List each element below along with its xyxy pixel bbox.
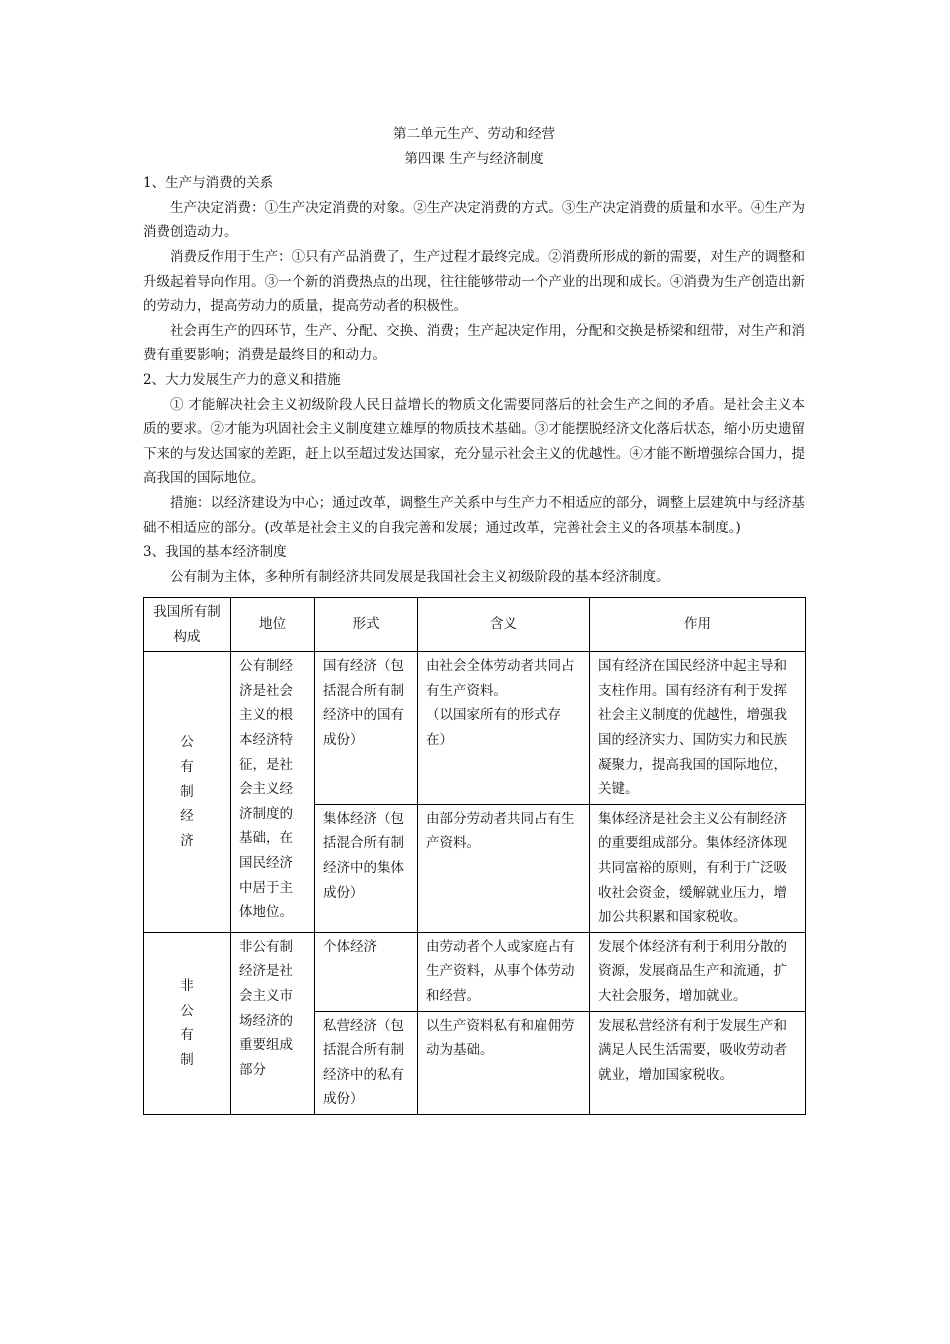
private-role-cell: 发展私营经济有利于发展生产和满足人民生活需要，吸收劳动者就业，增加国家税收。 xyxy=(590,1011,806,1114)
state-meaning-cell xyxy=(418,652,590,805)
nonpublic-group-label: 非公有制 xyxy=(180,978,194,1068)
section2-heading: 2、大力发展生产力的意义和措施 xyxy=(143,371,341,388)
section2-paragraph-1: ① 才能解决社会主义初级阶段人民日益增长的物质文化需要同落后的社会生产之间的矛盾。是社会主义本质的要求。②才能为巩固社会主义制度建立雄厚的物质技术基础。③才能摆脱经济文化落后状态，缩小历史遗留下来的与发达国家的差距，赶上以至超过发达国家，充分显示社会主义的优越性。④才能不断增强综合国力，提高我国的国际地位。 xyxy=(143,396,805,487)
collective-role-cell: 集体经济是社会主义公有制经济的重要组成部分。集体经济体现共同富裕的原则，有利于广泛吸收社会资金，缓解就业压力，增加公共积累和国家税收。 xyxy=(590,804,806,932)
header-form: 形式 xyxy=(315,598,418,652)
collective-meaning-cell: 由部分劳动者共同占有生产资料。 xyxy=(418,804,590,932)
table-row xyxy=(144,652,806,805)
private-form-cell: 私营经济（包括混合所有制经济中的私有成份） xyxy=(315,1011,418,1114)
section1-paragraph-3: 社会再生产的四环节，生产、分配、交换、消费；生产起决定作用，分配和交换是桥梁和纽带，对生产和消费有重要影响；消费是最终目的和动力。 xyxy=(143,322,805,364)
lesson-title: 第四课 生产与经济制度 xyxy=(404,150,544,167)
section1-heading: 1、生产与消费的关系 xyxy=(143,175,274,192)
public-group-cell xyxy=(144,652,231,933)
document-body xyxy=(143,122,805,589)
individual-form-cell: 个体经济 xyxy=(315,932,418,1011)
public-status-cell: 公有制经济是社会主义的根本经济特征，是社会主义经济制度的基础，在国民经济中居于主体地位。 xyxy=(231,652,315,933)
individual-role-cell: 发展个体经济有利于利用分散的资源，发展商品生产和流通，扩大社会服务，增加就业。 xyxy=(590,932,806,1011)
section1-paragraph-2: 消费反作用于生产：①只有产品消费了，生产过程才最终完成。②消费所形成的新的需要，对生产的调整和升级起着导向作用。③一个新的消费热点的出现，往往能够带动一个产业的出现和成长。④消费为生产创造出新的劳动力，提高劳动力的质量，提高劳动者的积极性。 xyxy=(143,248,805,315)
header-ownership: 我国所有制构成 xyxy=(144,598,231,652)
header-role: 作用 xyxy=(590,598,806,652)
state-role-cell: 国有经济在国民经济中起主导和支柱作用。国有经济有利于发挥社会主义制度的优越性，增强我国的经济实力、国防实力和民族凝聚力，提高我国的国际地位，关键。 xyxy=(590,652,806,805)
state-meaning-note: （以国家所有的形式存在） xyxy=(426,707,561,748)
section1-paragraph-1: 生产决定消费：①生产决定消费的对象。②生产决定消费的方式。③生产决定消费的质量和水平。④生产为消费创造动力。 xyxy=(143,199,805,241)
table-header-row xyxy=(144,598,806,652)
unit-title: 第二单元生产、劳动和经营 xyxy=(393,126,555,142)
nonpublic-status-cell: 非公有制经济是社会主义市场经济的重要组成部分 xyxy=(231,932,315,1114)
individual-meaning-cell: 由劳动者个人或家庭占有生产资料，从事个体劳动和经营。 xyxy=(418,932,590,1011)
economic-system-table xyxy=(143,597,806,1115)
section2-paragraph-2: 措施：以经济建设为中心；通过改革，调整生产关系中与生产力不相适应的部分，调整上层建筑中与经济基础不相适应的部分。(改革是社会主义的自我完善和发展；通过改革，完善社会主义的各项基本制度。) xyxy=(143,494,805,536)
header-status: 地位 xyxy=(231,598,315,652)
state-meaning-text: 由社会全体劳动者共同占有生产资料。 xyxy=(426,658,575,699)
table-row xyxy=(144,932,806,1011)
collective-form-cell: 集体经济（包括混合所有制经济中的集体成份） xyxy=(315,804,418,932)
header-meaning: 含义 xyxy=(418,598,590,652)
public-group-label: 公有制经济 xyxy=(180,734,194,849)
section3-paragraph-1: 公有制为主体，多种所有制经济共同发展是我国社会主义初级阶段的基本经济制度。 xyxy=(170,568,670,585)
section3-heading: 3、我国的基本经济制度 xyxy=(143,544,287,561)
private-meaning-cell: 以生产资料私有和雇佣劳动为基础。 xyxy=(418,1011,590,1114)
state-form-cell: 国有经济（包括混合所有制经济中的国有成份） xyxy=(315,652,418,805)
nonpublic-group-cell xyxy=(144,932,231,1114)
